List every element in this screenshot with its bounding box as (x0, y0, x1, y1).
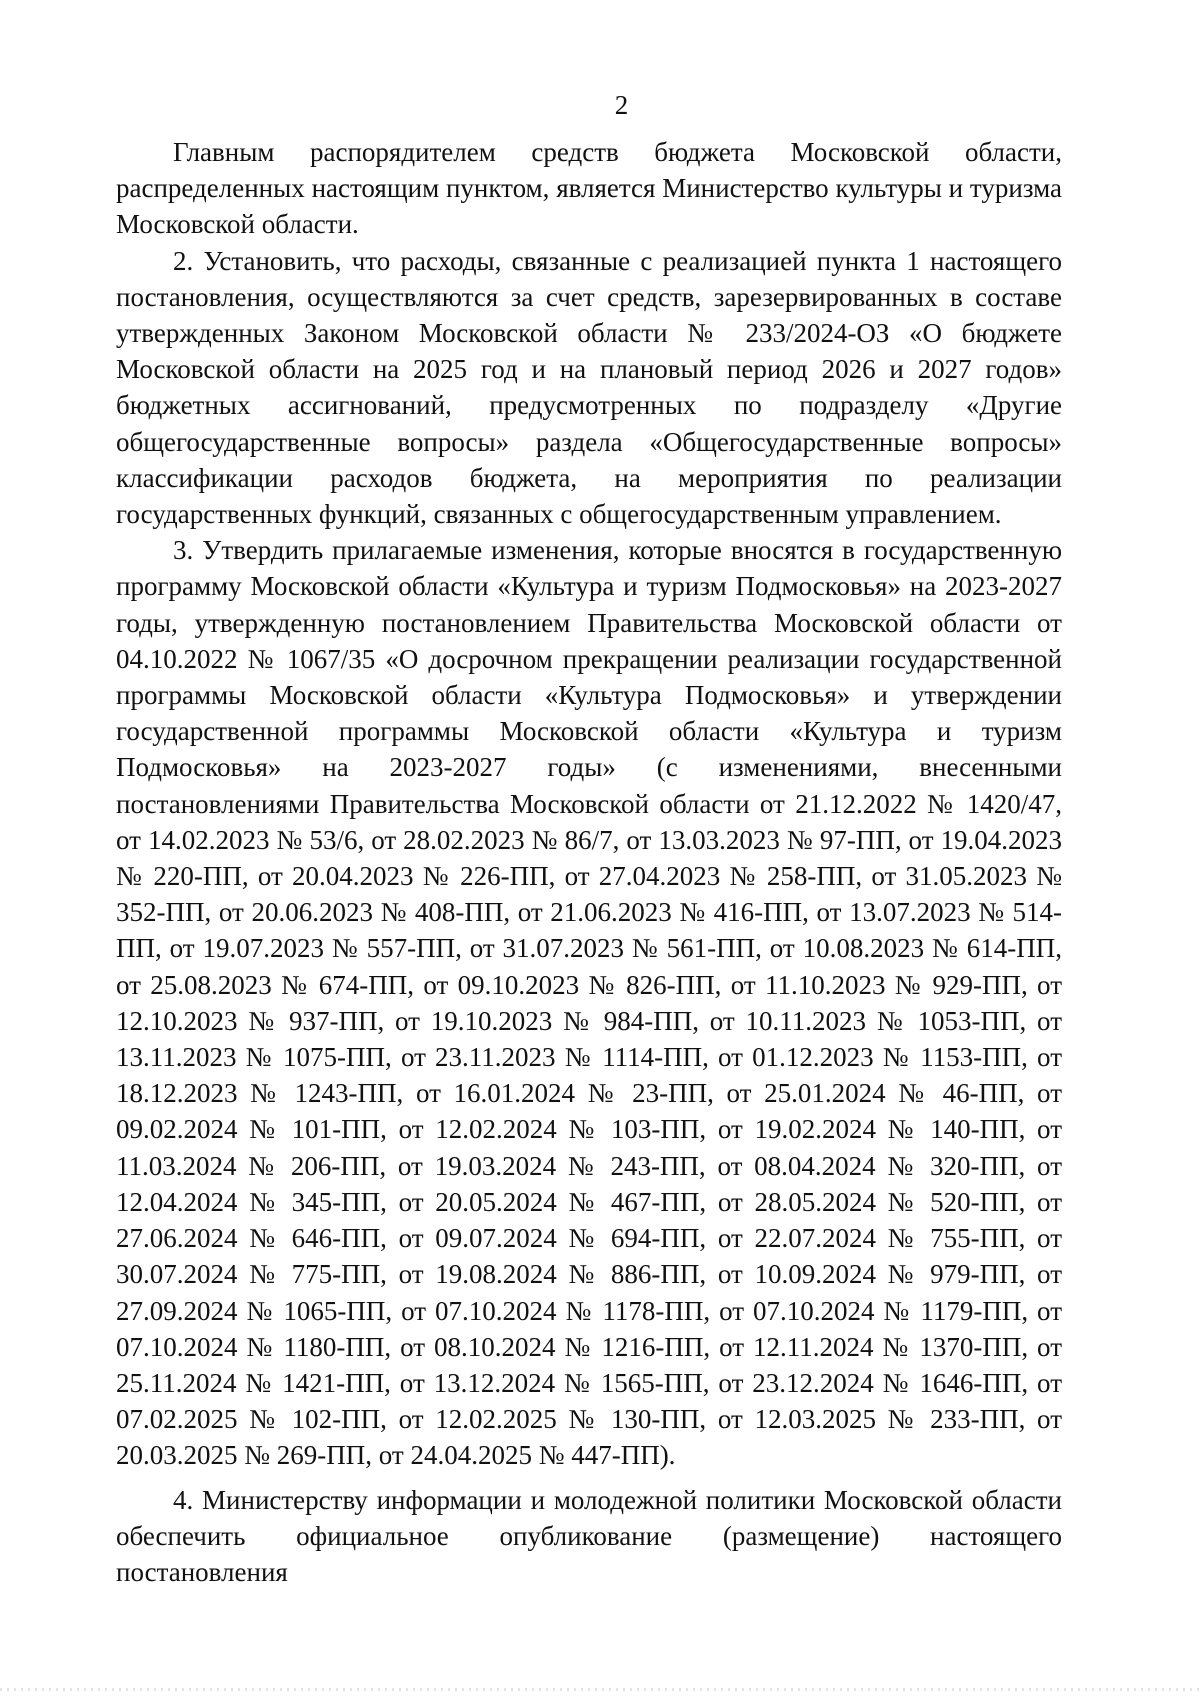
paragraph-item-3: 3. Утвердить прилагаемые изменения, которые вносятся в государственную программу Московской области «Культура и туризм Подмосковья» на 2023-2027 годы, утвержденную постановлением Правительства Московской области от 04.10.2022 № 1067/35 «О досрочном прекращении реализации государственной программы Московской области «Культура Подмосковья» и утверждении государственной программы Московской области «Культура и туризм Подмосковья» на 2023-2027 годы» (с изменениями, внесенными постановлениями Правительства Московской области от 21.12.2022 № 1420/47, от 14.02.2023 № 53/6, от 28.02.2023 № 86/7, от 13.03.2023 № 97-ПП, от 19.04.2023 № 220-ПП, от 20.04.2023 № 226-ПП, от 27.04.2023 № 258-ПП, от 31.05.2023 № 352-ПП, от 20.06.2023 № 408-ПП, от 21.06.2023 № 416-ПП, от 13.07.2023 № 514-ПП, от 19.07.2023 № 557-ПП, от 31.07.2023 № 561-ПП, от 10.08.2023 № 614-ПП, от 25.08.2023 № 674-ПП, от 09.10.2023 № 826-ПП, от 11.10.2023 № 929-ПП, от 12.10.2023 № 937-ПП, от 19.10.2023 № 984-ПП, от 10.11.2023 № 1053-ПП, от 13.11.2023 № 1075-ПП, от 23.11.2023 № 1114-ПП, от 01.12.2023 № 1153-ПП, от 18.12.2023 № 1243-ПП, от 16.01.2024 № 23-ПП, от 25.01.2024 № 46-ПП, от 09.02.2024 № 101-ПП, от 12.02.2024 № 103-ПП, от 19.02.2024 № 140-ПП, от 11.03.2024 № 206-ПП, от 19.03.2024 № 243-ПП, от 08.04.2024 № 320-ПП, от 12.04.2024 № 345-ПП, от 20.05.2024 № 467-ПП, от 28.05.2024 № 520-ПП, от 27.06.2024 № 646-ПП, от 09.07.2024 № 694-ПП, от 22.07.2024 № 755-ПП, от 30.07.2024 № 775-ПП, от 19.08.2024 № 886-ПП, от 10.09.2024 № 979-ПП, от 27.09.2024 № 1065-ПП, от 07.10.2024 № 1178-ПП, от 07.10.2024 № 1179-ПП, от 07.10.2024 № 1180-ПП, от 08.10.2024 № 1216-ПП, от 12.11.2024 № 1370-ПП, от 25.11.2024 № 1421-ПП, от 13.12.2024 № 1565-ПП, от 23.12.2024 № 1646-ПП, от 07.02.2025 № 102-ПП, от 12.02.2025 № 130-ПП, от 12.03.2025 № 233-ПП, от 20.03.2025 № 269-ПП, от 24.04.2025 № 447-ПП). (116, 535, 1062, 1471)
paragraph-item-4: 4. Министерству информации и молодежной политики Московской области обеспечить официальное опубликование (размещение) настоящего постановления (116, 1484, 1062, 1587)
paragraph-intro: Главным распорядителем средств бюджета Московской области, распределенных настоящим пунктом, является Министерство культуры и туризма Московской области. (116, 137, 1062, 240)
scan-edge-artifact (0, 1688, 1200, 1691)
page-number: 2 (614, 90, 629, 120)
document-body (116, 134, 1062, 1590)
paragraph-item-2: 2. Установить, что расходы, связанные с реализацией пункта 1 настоящего постановления, осуществляются за счет средств, зарезервированных в составе утвержденных Законом Московской области № 233/2024-ОЗ «О бюджете Московской области на 2025 год и на плановый период 2026 и 2027 годов» бюджетных ассигнований, предусмотренных по подразделу «Другие общегосударственные вопросы» раздела «Общегосударственные вопросы» классификации расходов бюджета, на мероприятия по реализации государственных функций, связанных с общегосударственным управлением. (116, 245, 1062, 530)
